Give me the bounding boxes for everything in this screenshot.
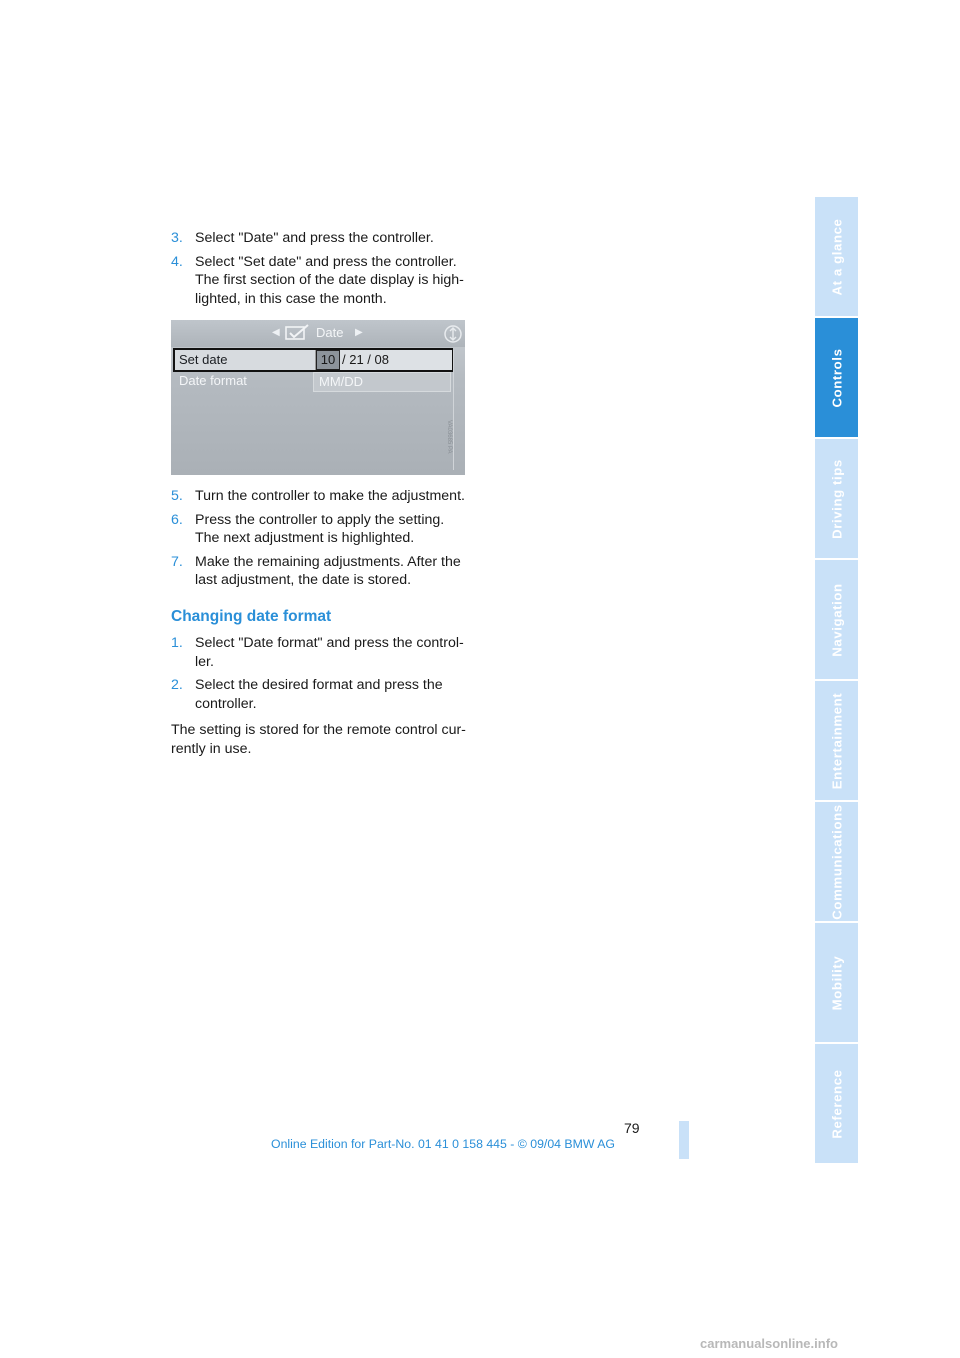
step-2 <box>171 676 471 713</box>
tab-navigation[interactable] <box>815 560 858 681</box>
step-number: 4. <box>171 253 183 270</box>
tab-entertainment[interactable] <box>815 681 858 802</box>
scroll-knob-icon <box>443 323 463 345</box>
step-text: Select the desired format and press the controller. <box>195 677 443 712</box>
step-4 <box>171 253 471 309</box>
step-5 <box>171 487 471 506</box>
step-1 <box>171 634 471 671</box>
step-text-detail: The first section of the date display is high-lighted, in this case the month. <box>195 272 464 307</box>
step-number: 1. <box>171 635 183 651</box>
date-format-row <box>175 372 449 390</box>
body-paragraph: The setting is stored for the remote control cur-rently in use. <box>171 722 466 757</box>
arrow-left-icon: ◀ <box>272 327 280 338</box>
date-rest: / 21 / 08 <box>342 352 389 367</box>
section-heading: Changing date format <box>171 607 332 625</box>
set-date-label: Set date <box>179 352 228 367</box>
tab-reference[interactable] <box>815 1044 858 1165</box>
footer-text: Online Edition for Part-No. 01 41 0 158 445 - © 09/04 BMW AG <box>271 1137 615 1151</box>
page-marker <box>679 1121 689 1159</box>
set-date-value <box>315 350 452 370</box>
step-text: Turn the controller to make the adjustment. <box>195 488 465 504</box>
step-6 <box>171 511 471 548</box>
tab-label: Driving tips <box>829 458 844 539</box>
screen-header <box>171 320 465 347</box>
tab-controls[interactable] <box>815 318 858 439</box>
tab-label: At a glance <box>829 218 844 295</box>
step-text: Select "Date format" and press the control-ler. <box>195 635 464 670</box>
month-highlight: 10 <box>316 350 340 370</box>
step-number: 3. <box>171 230 183 246</box>
page-number: 79 <box>624 1120 640 1136</box>
step-number: 2. <box>171 677 183 693</box>
screen-title: Date <box>316 325 344 340</box>
tab-label: Mobility <box>829 955 844 1010</box>
date-format-label: Date format <box>179 373 247 388</box>
tab-label: Reference <box>829 1068 844 1139</box>
step-7 <box>171 553 471 590</box>
step-3 <box>171 229 471 248</box>
step-text: Make the remaining adjustments. After the last adjustment, the date is stored. <box>195 553 461 588</box>
step-number: 6. <box>171 511 183 528</box>
tab-label: Navigation <box>829 582 844 657</box>
date-format-value: MM/DD <box>319 374 364 389</box>
tab-driving-tips[interactable] <box>815 439 858 560</box>
step-number: 7. <box>171 553 183 570</box>
figure-code: VA03685 PA <box>446 420 452 454</box>
step-text-detail: The next adjustment is highlighted. <box>195 530 415 546</box>
tab-label: Entertainment <box>829 692 844 789</box>
step-text: Select "Set date" and press the controller. <box>195 253 457 270</box>
date-format-value-box <box>313 372 451 392</box>
tab-mobility[interactable] <box>815 923 858 1044</box>
tab-at-a-glance[interactable] <box>815 197 858 318</box>
tab-communications[interactable] <box>815 802 858 923</box>
step-text: Press the controller to apply the setting. <box>195 511 445 528</box>
tab-label: Communications <box>829 803 844 920</box>
page-content <box>171 229 471 758</box>
chapter-tabs <box>815 197 858 1165</box>
checkbox-settings-icon <box>284 324 310 341</box>
set-date-row <box>173 348 453 372</box>
step-number: 5. <box>171 488 183 504</box>
step-text: Select "Date" and press the controller. <box>195 230 434 246</box>
tab-label: Controls <box>829 347 844 408</box>
arrow-right-icon: ▶ <box>355 327 363 338</box>
site-watermark: carmanualsonline.info <box>700 1336 838 1351</box>
date-screen-figure <box>171 320 465 475</box>
